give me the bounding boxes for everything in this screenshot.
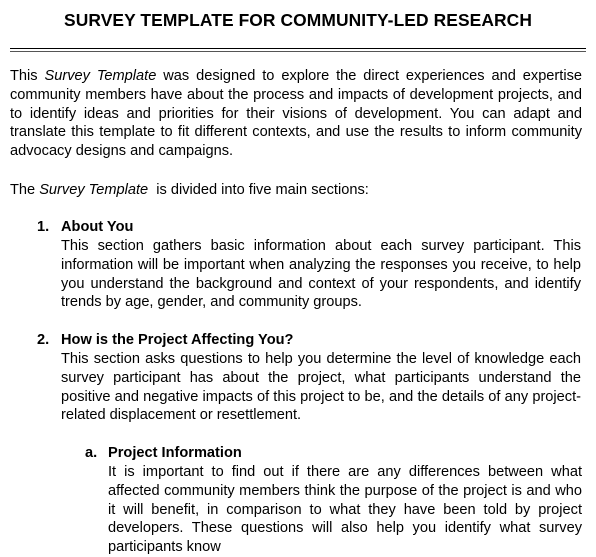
intro-text-start: This [10, 68, 45, 84]
title-divider-bottom [10, 51, 586, 52]
section-2-body: This section asks questions to help you determine the level of knowledge each survey participant has about the project, what participants understand the positive and negative impacts of this project to be, and the details of any project-related displacement or resettlement. [61, 351, 581, 424]
overview-text-rest: is divided into five main sections: [148, 182, 369, 198]
section-2-heading: How is the Project Affecting You? [61, 332, 294, 348]
subsection-a-heading: Project Information [108, 445, 242, 461]
section-1-heading: About You [61, 219, 134, 235]
overview-text-start: The [10, 182, 40, 198]
intro-text-rest: was designed to explore the direct experiences and expertise community members have about the process and impacts of development projects, and to identify ideas and priorities for their visions of development. You can adapt and translate this template to fit different contexts, and use the results to inform community advocacy designs and campaigns. [10, 68, 582, 160]
subsection-a-letter: a. [85, 445, 98, 461]
intro-emphasis: Survey Template [44, 68, 157, 84]
subsection-a-body: It is important to find out if there are any differences between what affected community members think the purpose of the project is and who it will benefit, in comparison to what they have been told by project developers. These questions will also help you identify what survey participants know [108, 464, 582, 556]
intro-paragraph [10, 67, 582, 161]
overview-emphasis: Survey Template [39, 182, 149, 198]
title-divider-top [10, 48, 586, 49]
document-title: SURVEY TEMPLATE FOR COMMUNITY-LED RESEARCH [64, 10, 532, 30]
section-2-number: 2. [37, 332, 50, 348]
section-1-body: This section gathers basic information about each survey participant. This information will be important when analyzing the responses you receive, to help you understand the background and context of your respondents, and identify trends by age, gender, and community groups. [61, 238, 581, 311]
sections-overview [10, 181, 582, 200]
section-1-number: 1. [37, 219, 50, 235]
